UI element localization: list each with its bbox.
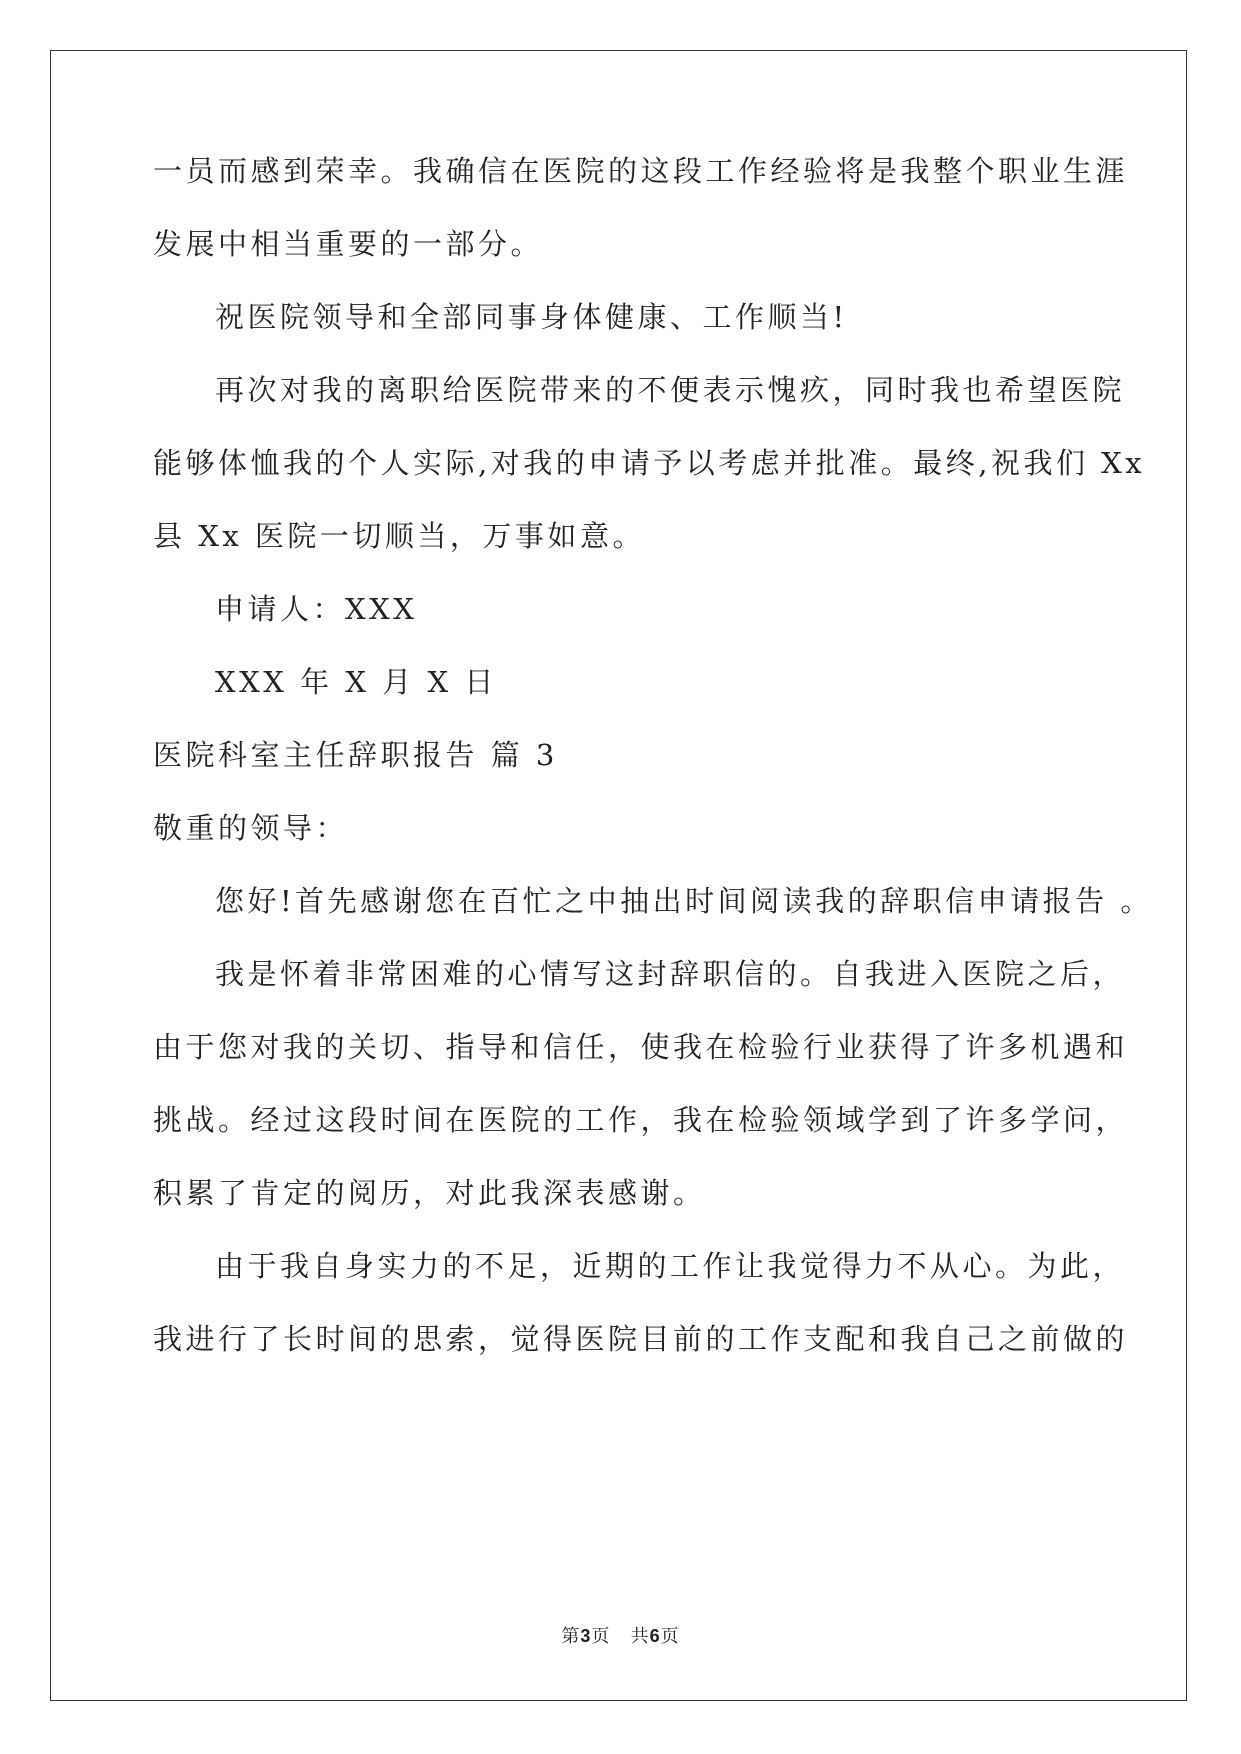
page-footer: [0, 1622, 1241, 1648]
paragraph-line: 积累了肯定的阅历，对此我深表感谢。: [153, 1176, 706, 1210]
paragraph-line: 能够体恤我的个人实际,对我的申请予以考虑并批准。最终,祝我们 Xx: [153, 446, 1146, 480]
section-title: 医院科室主任辞职报告 篇 3: [153, 738, 558, 772]
paragraph-line: 我进行了长时间的思索，觉得医院目前的工作支配和我自己之前做的: [153, 1322, 1129, 1356]
paragraph-line: 县 Xx 医院一切顺当，万事如意。: [153, 519, 645, 553]
paragraph-line: 一员而感到荣幸。我确信在医院的这段工作经验将是我整个职业生涯: [153, 154, 1129, 188]
page-total: 6: [649, 1626, 661, 1646]
signature-date: XXX 年 X 月 X 日: [215, 665, 497, 699]
paragraph-line: 发展中相当重要的一部分。: [153, 227, 544, 261]
salutation: 敬重的领导：: [153, 811, 349, 845]
paragraph-line: 挑战。经过这段时间在医院的工作，我在检验领域学到了许多学问，: [153, 1103, 1129, 1137]
paragraph-line: 由于您对我的关切、指导和信任，使我在检验行业获得了许多机遇和: [153, 1030, 1129, 1064]
applicant-signature: 申请人：XXX: [215, 592, 418, 626]
paragraph-line: 再次对我的离职给医院带来的不便表示愧疚，同时我也希望医院: [215, 373, 1126, 407]
page-suffix: 页: [660, 1626, 680, 1647]
page-border: [50, 50, 1187, 1701]
paragraph-line: 祝医院领导和全部同事身体健康、工作顺当!: [215, 300, 848, 334]
paragraph-line: 我是怀着非常困难的心情写这封辞职信的。自我进入医院之后，: [215, 957, 1126, 991]
page-current: 3: [580, 1626, 592, 1646]
paragraph-line: 由于我自身实力的不足，近期的工作让我觉得力不从心。为此，: [215, 1249, 1126, 1283]
page-prefix: 第: [561, 1626, 581, 1647]
page-mid: 页 共: [591, 1626, 650, 1647]
paragraph-line: 您好!首先感谢您在百忙之中抽出时间阅读我的辞职信申请报告 。: [215, 884, 1153, 918]
